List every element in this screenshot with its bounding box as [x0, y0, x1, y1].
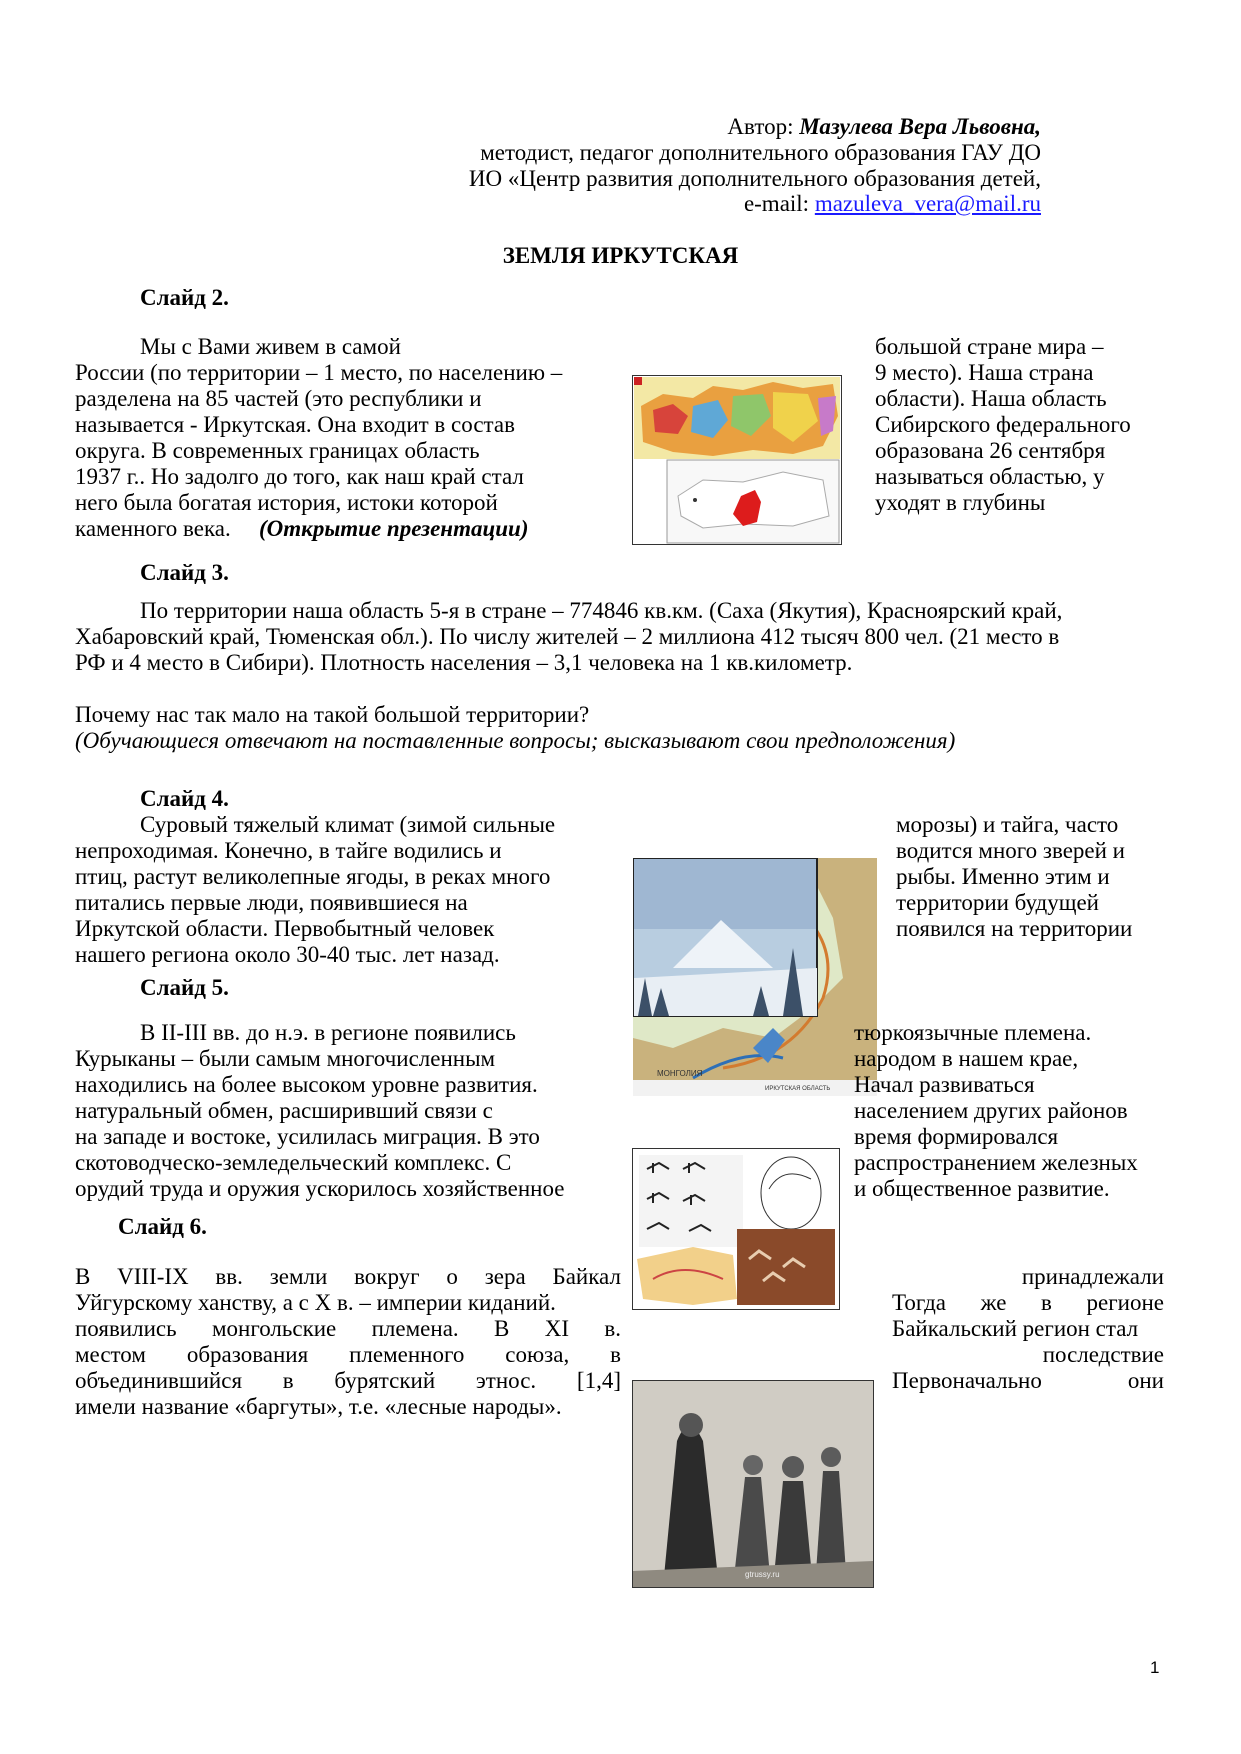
s2-left-line: него была богатая история, истоки которой — [75, 490, 498, 515]
s2-right-line: области). Наша область — [875, 386, 1107, 411]
s2-left-line: России (по территории – 1 место, по населению – — [75, 360, 563, 385]
word: Уйгурскому ханству, а с X в. – империи киданий. — [75, 1290, 556, 1315]
word: имели название «баргуты», т.е. «лесные народы». — [75, 1394, 562, 1419]
word: Байкальский регион стал — [892, 1316, 1139, 1341]
slide6-heading: Слайд 6. — [118, 1214, 207, 1239]
slide3-question: Почему нас так мало на такой большой территории? — [75, 702, 590, 727]
page-number: 1 — [1150, 1658, 1160, 1677]
s2-left-line: называется - Иркутская. Она входит в состав — [75, 412, 515, 437]
word: монгольские — [211, 1316, 337, 1341]
word: племенного — [349, 1342, 465, 1367]
s5-left-line: орудий труда и оружия ускорилось хозяйственное — [75, 1176, 565, 1201]
word: В — [494, 1316, 510, 1341]
s2-left-line: разделена на 85 частей (это республики и — [75, 386, 482, 411]
word: последствие — [1042, 1342, 1164, 1367]
s5-left-line: Курыканы – были самым многочисленным — [75, 1046, 496, 1071]
word: Первоначально — [892, 1368, 1042, 1393]
word: объединившийся — [75, 1368, 243, 1393]
word: появились — [75, 1316, 177, 1341]
s5-left-line: скотоводческо-земледельческий комплекс. С — [75, 1150, 512, 1175]
word: регионе — [1086, 1290, 1164, 1315]
word: Тогда — [892, 1290, 947, 1315]
s3-lines-line: По территории наша область 5-я в стране – 774846 кв.км. (Саха (Якутия), Красноярский край, — [140, 598, 1063, 623]
s5-right-line: населением других районов — [854, 1098, 1128, 1123]
word: бурятский — [334, 1368, 436, 1393]
s2-right-line: Сибирского федерального — [875, 412, 1131, 437]
s5-right-line: распространением железных — [854, 1150, 1138, 1175]
word: же — [980, 1290, 1007, 1315]
word: в. — [604, 1316, 621, 1341]
s5-left-line: натуральный обмен, расширивший связи с — [75, 1098, 493, 1123]
s4-right-line: территории будущей — [896, 890, 1099, 915]
page-title: ЗЕМЛЯ ИРКУТСКАЯ — [502, 243, 739, 268]
s5-right-line: Начал развиваться — [854, 1072, 1035, 1097]
word: земли — [269, 1264, 328, 1289]
s2-left-line: каменного века. — [75, 516, 231, 541]
word: в — [282, 1368, 294, 1393]
word: принадлежали — [1021, 1264, 1164, 1289]
s4-right-line: рыбы. Именно этим и — [896, 864, 1110, 889]
word: в — [610, 1342, 621, 1367]
petroglyphs-image — [632, 1148, 840, 1310]
word: вокруг — [354, 1264, 420, 1289]
s4-left-line: Суровый тяжелый климат (зимой сильные — [140, 812, 556, 837]
s6-left-line — [75, 1264, 621, 1290]
s2-right-line: 9 место). Наша страна — [875, 360, 1094, 385]
s6-right-line — [892, 1264, 1164, 1290]
s4-left-line: Иркутской области. Первобытный человек — [75, 916, 495, 941]
s4-right-line: появился на территории — [896, 916, 1133, 941]
s5-right-line: время формировался — [854, 1124, 1059, 1149]
slide5-heading: Слайд 5. — [140, 975, 229, 1000]
watermark-text: gtrussy.ru — [745, 1570, 780, 1579]
author-email-line: e-mail: mazuleva_vera@mail.ru — [743, 191, 1041, 216]
author-line-3: ИО «Центр развития дополнительного образования детей, — [468, 166, 1041, 191]
russia-map-image — [632, 375, 842, 545]
s6-right-line — [892, 1342, 1164, 1368]
s2-right-line: называться областью, у — [875, 464, 1105, 489]
slide2-heading: Слайд 2. — [140, 285, 229, 310]
word: о — [446, 1264, 458, 1289]
s4-left-line: птиц, растут великолепные ягоды, в реках много — [75, 864, 551, 889]
s2-right-line: большой стране мира – — [875, 334, 1104, 359]
s3-lines-line: РФ и 4 место в Сибири). Плотность населения – 3,1 человека на 1 кв.километр. — [75, 650, 853, 675]
map-label-region: ИРКУТСКАЯ ОБЛАСТЬ — [765, 1086, 831, 1092]
word: вв. — [215, 1264, 243, 1289]
s4-left-line: непроходимая. Конечно, в тайге водились и — [75, 838, 502, 863]
s5-right-line: тюркоязычные племена. — [854, 1020, 1092, 1045]
word: они — [1127, 1368, 1164, 1393]
s4-right-line: водится много зверей и — [896, 838, 1125, 863]
s4-right-line: морозы) и тайга, часто — [896, 812, 1119, 837]
tribes-engraving-image — [632, 1380, 874, 1588]
slide3-heading: Слайд 3. — [140, 560, 229, 585]
word: союза, — [505, 1342, 570, 1367]
word: Байкал — [552, 1264, 621, 1289]
map-label-mongolia: МОНГОЛИЯ — [657, 1069, 703, 1078]
s5-left-line: находились на более высоком уровне развития. — [75, 1072, 538, 1097]
s6-left-line — [75, 1316, 621, 1342]
slide4-heading: Слайд 4. — [140, 786, 229, 811]
word: образования — [186, 1342, 309, 1367]
s6-left-line — [75, 1394, 621, 1420]
s2-right-line: образована 26 сентября — [875, 438, 1106, 463]
s2-left-line: Мы с Вами живем в самой — [140, 334, 401, 359]
word: в — [1041, 1290, 1052, 1315]
word: этнос. — [475, 1368, 537, 1393]
s2-left-line: 1937 г.. Но задолго до того, как наш край стал — [75, 464, 524, 489]
s6-left-line — [75, 1342, 621, 1368]
s3-lines-line: Хабаровский край, Тюменская обл.). По числу жителей – 2 миллиона 412 тысяч 800 чел. (21 место в — [75, 624, 1060, 649]
author-line-2: методист, педагог дополнительного образования ГАУ ДО — [480, 140, 1041, 165]
s6-right-line — [892, 1368, 1164, 1394]
siberia-map-image — [633, 858, 877, 1096]
word: В — [75, 1264, 91, 1289]
s4-left-line: нашего региона около 30-40 тыс. лет назад. — [75, 942, 500, 967]
author-line-1: Автор: Мазулева Вера Львовна, — [727, 114, 1041, 139]
word: VIII-IX — [117, 1264, 189, 1289]
word: племена. — [371, 1316, 459, 1341]
slide3-note: (Обучающиеся отвечают на поставленные вопросы; высказывают свои предположения) — [75, 728, 956, 753]
s6-right-line — [892, 1316, 1164, 1342]
s5-left-line: на западе и востоке, усилилась миграция. В это — [75, 1124, 540, 1149]
s5-right-line: и общественное развитие. — [854, 1176, 1110, 1201]
word: зера — [484, 1264, 526, 1289]
word: XI — [544, 1316, 569, 1341]
s6-right-line — [892, 1290, 1164, 1316]
s5-right-line: народом в нашем крае, — [854, 1046, 1079, 1071]
word: [1,4] — [576, 1368, 621, 1393]
s6-left-line — [75, 1290, 621, 1316]
s5-left-line: В II-III вв. до н.э. в регионе появились — [140, 1020, 516, 1045]
word: местом — [75, 1342, 146, 1367]
s2-left-line: округа. В современных границах область — [75, 438, 480, 463]
s6-left-line — [75, 1368, 621, 1394]
slide2-italic-note: (Открытие презентации) — [259, 516, 529, 541]
s4-left-line: питались первые люди, появившиеся на — [75, 890, 468, 915]
email-link[interactable]: mazuleva_vera@mail.ru — [814, 191, 1041, 216]
s2-right-line: уходят в глубины — [875, 490, 1046, 515]
